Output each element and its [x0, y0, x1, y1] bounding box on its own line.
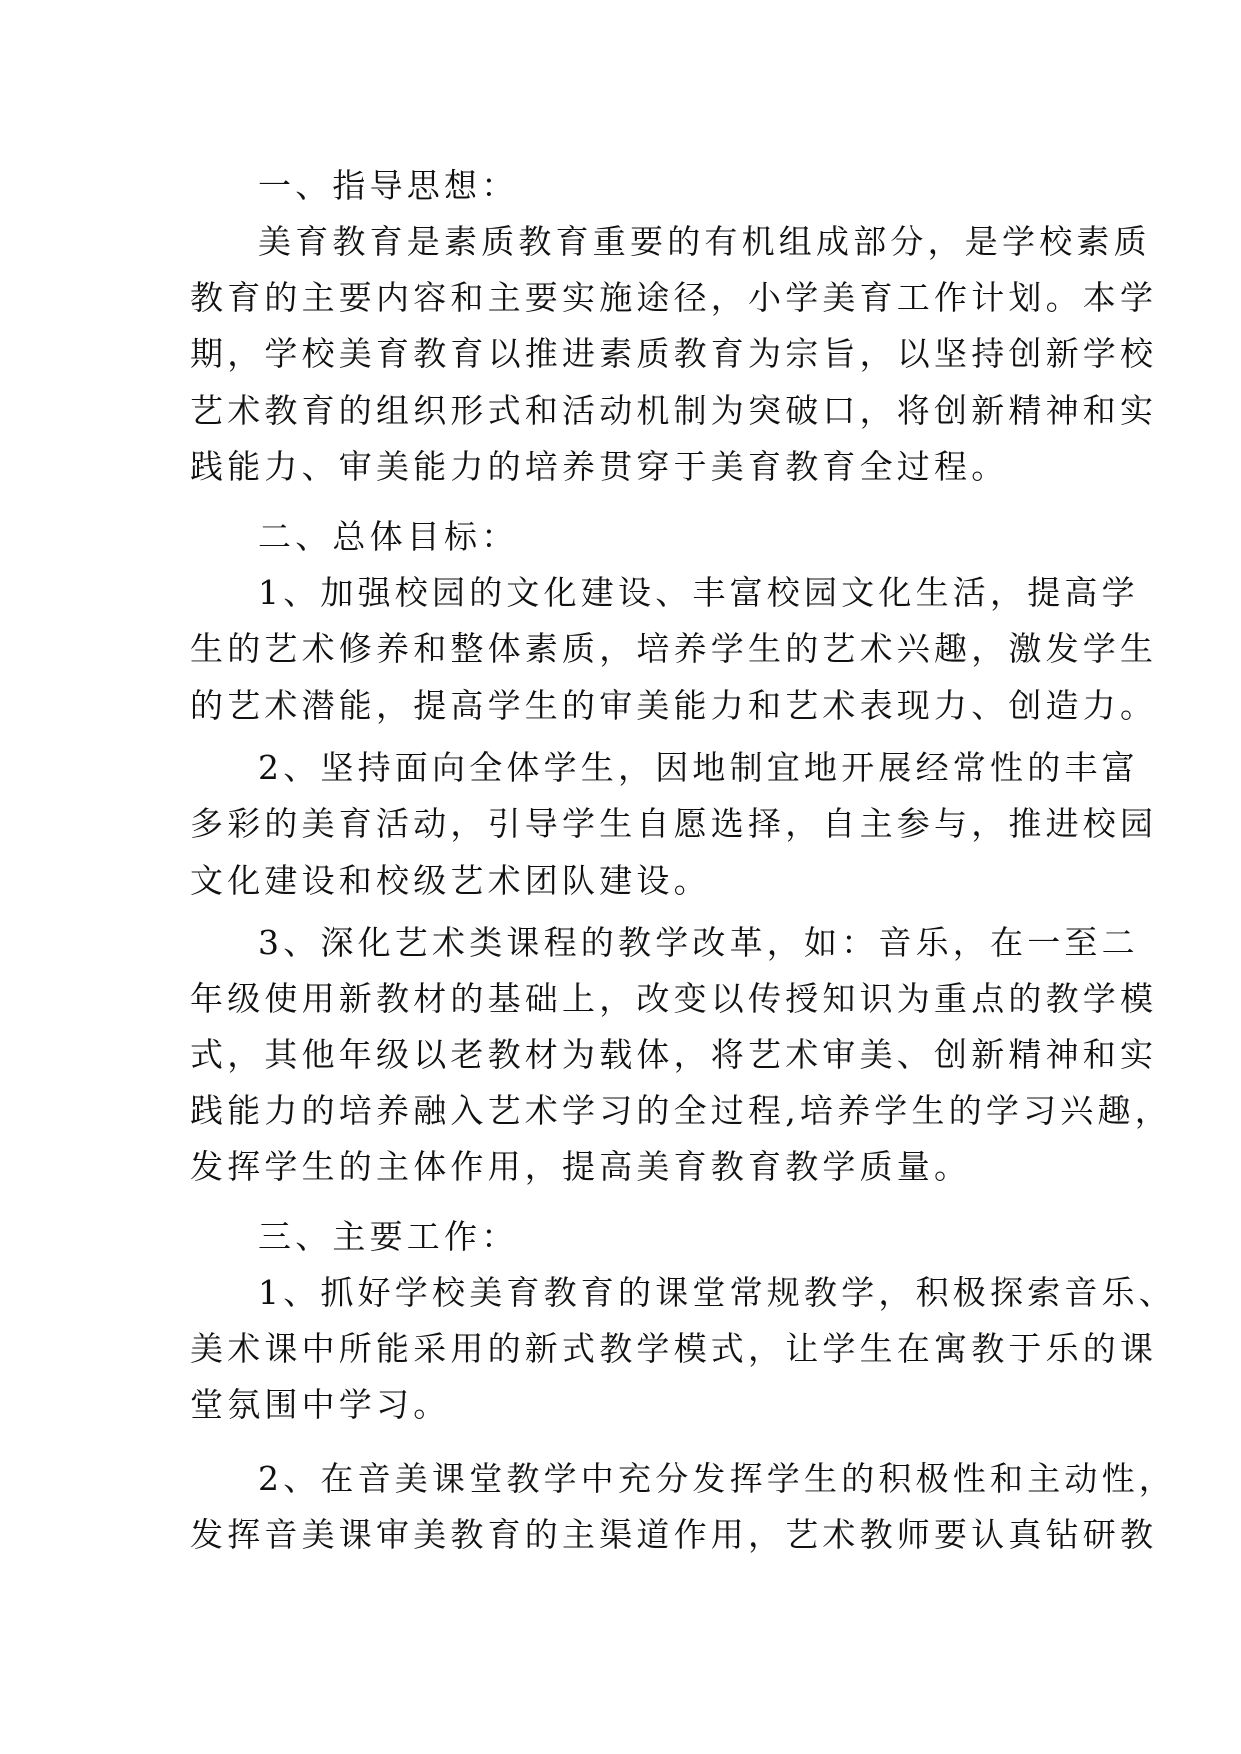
paragraph-line: 期，学校美育教育以推进素质教育为宗旨，以坚持创新学校: [190, 334, 1158, 373]
paragraph-line: 文化建设和校级艺术团队建设。: [190, 861, 711, 900]
paragraph-line: 发挥音美课审美教育的主渠道作用，艺术教师要认真钻研教: [190, 1515, 1158, 1554]
paragraph-line: 美术课中所能采用的新式教学模式，让学生在寓教于乐的课: [190, 1329, 1158, 1368]
section-heading: 一、指导思想：: [258, 166, 519, 205]
paragraph-line: 1、加强校园的文化建设、丰富校园文化生活，提高学: [258, 573, 1139, 612]
paragraph-line: 践能力、审美能力的培养贯穿于美育教育全过程。: [190, 447, 1009, 486]
paragraph-line: 式，其他年级以老教材为载体，将艺术审美、创新精神和实: [190, 1035, 1158, 1074]
paragraph-line: 美育教育是素质教育重要的有机组成部分，是学校素质: [258, 222, 1151, 261]
paragraph-line: 多彩的美育活动，引导学生自愿选择，自主参与，推进校园: [190, 804, 1158, 843]
paragraph-line: 1、抓好学校美育教育的课堂常规教学，积极探索音乐、: [258, 1273, 1176, 1312]
section-heading: 二、总体目标：: [258, 517, 519, 556]
paragraph-line: 年级使用新教材的基础上，改变以传授知识为重点的教学模: [190, 979, 1158, 1018]
paragraph-line: 2、在音美课堂教学中充分发挥学生的积极性和主动性，: [258, 1459, 1176, 1498]
section-heading: 三、主要工作：: [258, 1217, 519, 1256]
paragraph-line: 2、坚持面向全体学生，因地制宜地开展经常性的丰富: [258, 748, 1139, 787]
paragraph-line: 教育的主要内容和主要实施途径，小学美育工作计划。本学: [190, 278, 1158, 317]
paragraph-line: 艺术教育的组织形式和活动机制为突破口，将创新精神和实: [190, 391, 1158, 430]
paragraph-line: 3、深化艺术类课程的教学改革，如：音乐，在一至二: [258, 923, 1139, 962]
paragraph-line: 的艺术潜能，提高学生的审美能力和艺术表现力、创造力。: [190, 686, 1158, 725]
paragraph-line: 生的艺术修养和整体素质，培养学生的艺术兴趣，激发学生: [190, 629, 1158, 668]
paragraph-line: 堂氛围中学习。: [190, 1385, 451, 1424]
paragraph-line: 践能力的培养融入艺术学习的全过程,培养学生的学习兴趣，: [190, 1091, 1172, 1130]
paragraph-line: 发挥学生的主体作用，提高美育教育教学质量。: [190, 1147, 972, 1186]
